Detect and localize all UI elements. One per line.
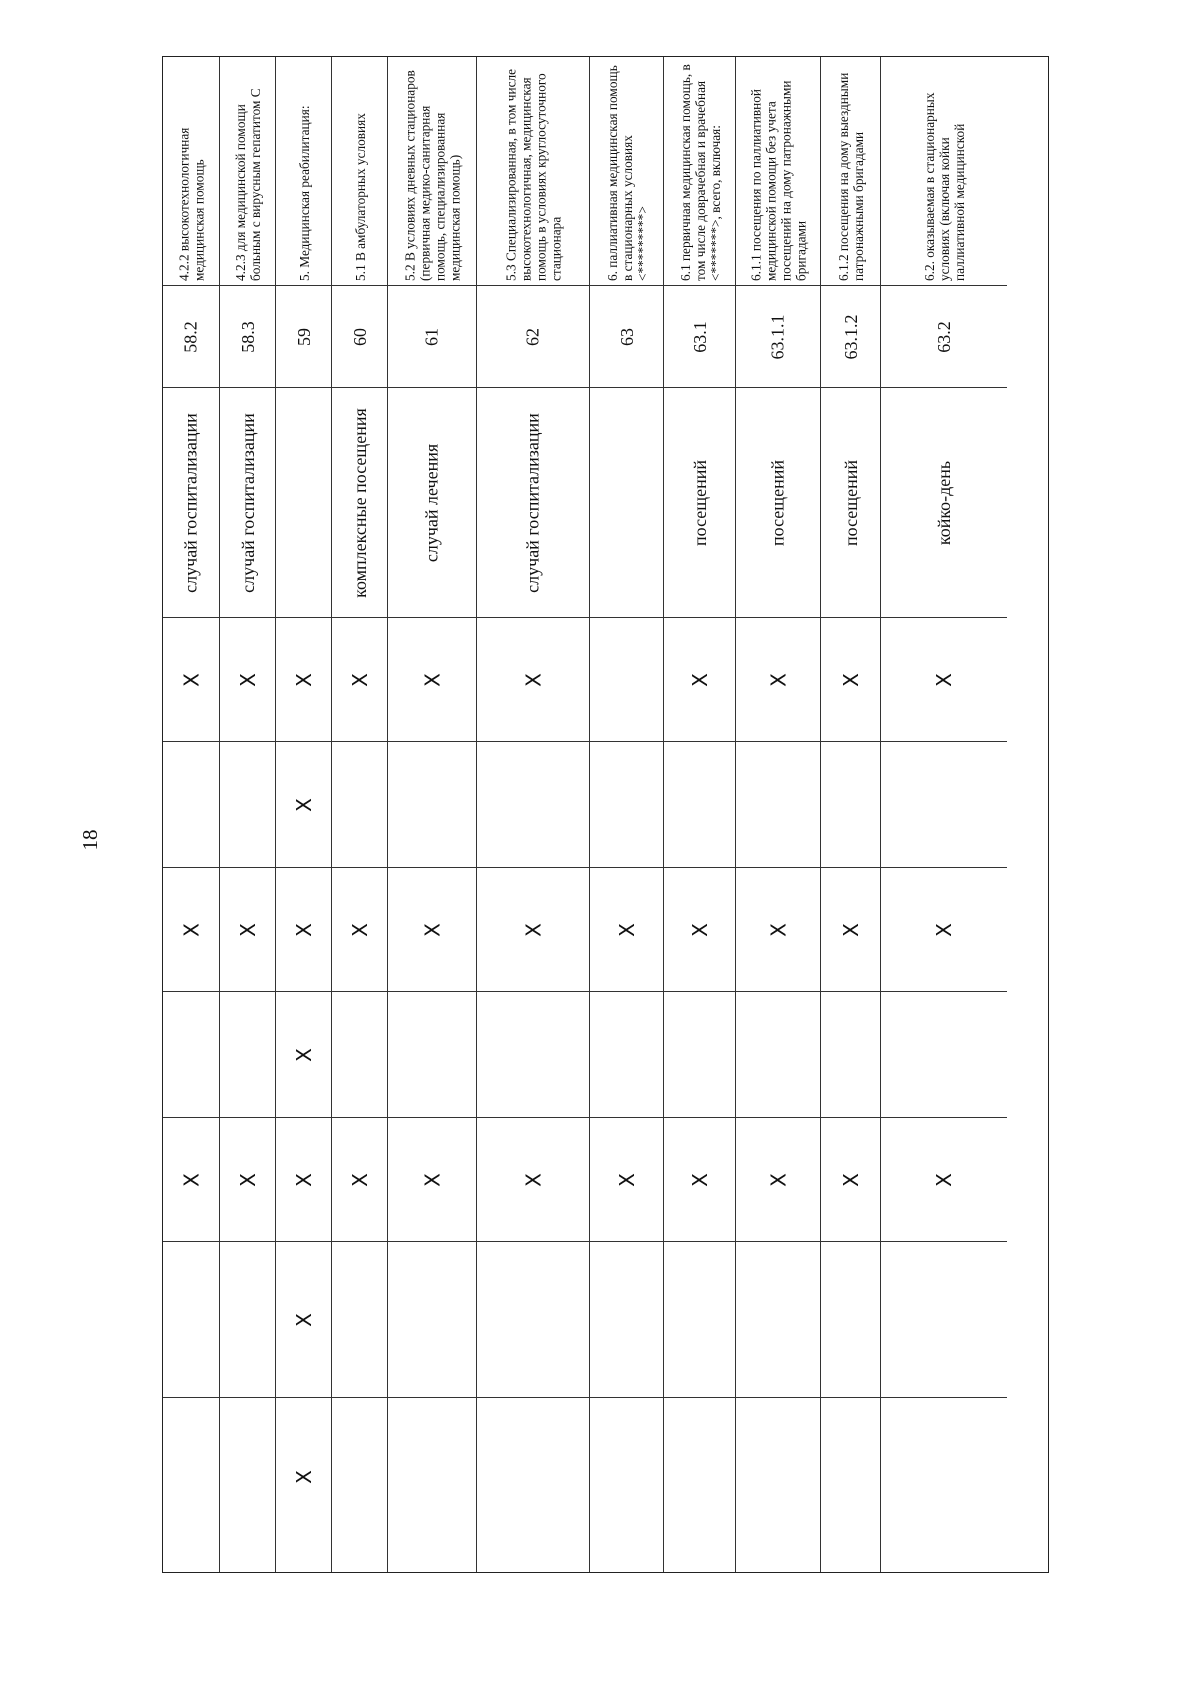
code-cell — [664, 285, 735, 387]
x-mark: X — [347, 672, 372, 687]
mark-cell — [163, 1117, 219, 1241]
unit-cell — [881, 387, 1007, 617]
unit-cell — [736, 387, 820, 617]
mark-cell — [163, 1397, 219, 1555]
mark-cell — [220, 867, 275, 991]
x-mark: X — [766, 672, 790, 687]
x-mark: X — [932, 1172, 956, 1187]
unit-label: койко-день — [933, 460, 954, 545]
mark-cell — [220, 617, 275, 741]
mark-cell — [388, 1397, 476, 1555]
mark-cell — [590, 1241, 663, 1397]
x-mark: X — [766, 922, 790, 937]
row-label: 5. Медицинская реабилитация: — [296, 105, 311, 281]
mark-cell — [881, 741, 1007, 867]
mark-cell — [477, 741, 589, 867]
mark-cell — [220, 991, 275, 1117]
mark-cell — [332, 1397, 387, 1555]
mark-cell — [664, 991, 735, 1117]
mark-cell — [736, 1117, 820, 1241]
x-mark: X — [838, 1172, 863, 1187]
label-cell — [276, 57, 331, 285]
x-mark: X — [291, 797, 316, 812]
mark-cell — [736, 1397, 820, 1555]
row-code: 63 — [616, 327, 636, 346]
mark-cell — [332, 741, 387, 867]
mark-cell — [821, 741, 880, 867]
row-code: 58.3 — [237, 320, 257, 353]
label-cell — [664, 57, 735, 285]
code-cell — [881, 285, 1007, 387]
mark-cell — [590, 617, 663, 741]
unit-label: посещений — [689, 459, 709, 546]
label-cell — [736, 57, 820, 285]
x-mark: X — [687, 672, 712, 687]
row-code: 63.1.2 — [840, 314, 860, 359]
row-label: 6.1.2 посещения на дому выездными патронажными бригадами — [835, 72, 866, 281]
x-mark: X — [932, 922, 956, 937]
x-mark: X — [838, 672, 863, 687]
mark-cell — [821, 1397, 880, 1555]
code-cell — [821, 285, 880, 387]
table-row — [477, 57, 590, 1572]
mark-cell — [477, 867, 589, 991]
mark-cell — [332, 1117, 387, 1241]
mark-cell — [590, 1117, 663, 1241]
mark-cell — [664, 617, 735, 741]
unit-cell — [821, 387, 880, 617]
x-mark: X — [291, 922, 316, 937]
unit-cell — [664, 387, 735, 617]
mark-cell — [881, 1117, 1007, 1241]
mark-cell — [276, 1397, 331, 1555]
unit-label: посещений — [767, 459, 788, 546]
mark-cell — [477, 1241, 589, 1397]
row-code: 62 — [522, 327, 543, 346]
unit-cell — [477, 387, 589, 617]
mark-cell — [821, 1117, 880, 1241]
code-cell — [736, 285, 820, 387]
mark-cell — [163, 867, 219, 991]
code-cell — [477, 285, 589, 387]
row-label: 4.2.2 высокотехнологичная медицинская помощь — [176, 127, 206, 281]
code-cell — [388, 285, 476, 387]
label-cell — [881, 57, 1007, 285]
unit-cell — [388, 387, 476, 617]
row-label: 6. паллиативная медицинская помощь в стационарных условиях <*********> — [604, 65, 649, 281]
unit-cell — [163, 387, 219, 617]
mark-cell — [163, 1241, 219, 1397]
mark-cell — [821, 1241, 880, 1397]
mark-cell — [332, 1241, 387, 1397]
unit-label: случай госпитализации — [180, 412, 201, 593]
unit-cell — [276, 387, 331, 617]
x-mark: X — [179, 672, 203, 687]
x-mark: X — [235, 1172, 260, 1187]
mark-cell — [388, 741, 476, 867]
x-mark: X — [420, 922, 444, 937]
table-row — [881, 57, 1007, 1572]
mark-cell — [590, 867, 663, 991]
x-mark: X — [687, 1172, 712, 1187]
row-code: 63.1 — [689, 320, 709, 353]
x-mark: X — [521, 1172, 545, 1187]
x-mark: X — [347, 1172, 372, 1187]
mark-cell — [332, 991, 387, 1117]
unit-cell — [220, 387, 275, 617]
mark-cell — [477, 1397, 589, 1555]
row-label: 4.2.3 для медицинской помощи больным с вирусным гепатитом С — [232, 88, 263, 281]
row-code: 60 — [349, 327, 369, 346]
x-mark: X — [521, 672, 545, 687]
mark-cell — [276, 991, 331, 1117]
x-mark: X — [420, 672, 444, 687]
mark-cell — [590, 741, 663, 867]
x-mark: X — [291, 1312, 316, 1327]
table-row — [163, 57, 220, 1572]
mark-cell — [881, 991, 1007, 1117]
label-cell — [477, 57, 589, 285]
mark-cell — [220, 1117, 275, 1241]
mark-cell — [276, 1241, 331, 1397]
code-cell — [163, 285, 219, 387]
table-row — [736, 57, 821, 1572]
x-mark: X — [179, 1172, 203, 1187]
mark-cell — [736, 617, 820, 741]
mark-cell — [276, 617, 331, 741]
table-row — [821, 57, 881, 1572]
mark-cell — [590, 991, 663, 1117]
x-mark: X — [687, 922, 712, 937]
mark-cell — [736, 741, 820, 867]
mark-cell — [388, 1117, 476, 1241]
row-label: 6.1.1 посещения по паллиативной медицинской помощи без учета посещений на дому патронажными бригадами — [748, 80, 808, 281]
unit-label: посещений — [840, 459, 860, 546]
mark-cell — [664, 867, 735, 991]
mark-cell — [881, 617, 1007, 741]
unit-label: комплексные посещения — [349, 407, 369, 598]
label-cell — [821, 57, 880, 285]
table-row — [332, 57, 388, 1572]
unit-label: случай госпитализации — [522, 412, 543, 593]
x-mark: X — [291, 1172, 316, 1187]
mark-cell — [163, 991, 219, 1117]
x-mark: X — [766, 1172, 790, 1187]
page-number: 18 — [77, 829, 102, 851]
mark-cell — [821, 617, 880, 741]
mark-cell — [388, 1241, 476, 1397]
x-mark: X — [838, 922, 863, 937]
x-mark: X — [521, 922, 545, 937]
mark-cell — [664, 1117, 735, 1241]
mark-cell — [664, 1397, 735, 1555]
mark-cell — [163, 617, 219, 741]
mark-cell — [736, 991, 820, 1117]
x-mark: X — [614, 1172, 639, 1187]
row-label: 6.1 первичная медицинская помощь, в том числе доврачебная и врачебная <*******>, всего, включая: — [677, 64, 722, 281]
unit-cell — [590, 387, 663, 617]
mark-cell — [276, 1117, 331, 1241]
mark-cell — [220, 741, 275, 867]
mark-cell — [881, 867, 1007, 991]
mark-cell — [664, 741, 735, 867]
mark-cell — [477, 1117, 589, 1241]
row-label: 5.3 Специализированная, в том числе высокотехнологичная, медицинская помощь в условиях круглосуточного стационара — [503, 68, 563, 281]
code-cell — [220, 285, 275, 387]
mark-cell — [332, 617, 387, 741]
unit-cell — [332, 387, 387, 617]
row-label: 5.1 В амбулаторных условиях — [352, 113, 367, 281]
row-code: 63.1.1 — [767, 314, 788, 359]
mark-cell — [276, 741, 331, 867]
table-row — [388, 57, 477, 1572]
mark-cell — [332, 867, 387, 991]
mark-cell — [590, 1397, 663, 1555]
row-label: 6.2. оказываемая в стационарных условиях (включая койки паллиативной медицинской — [921, 92, 967, 281]
x-mark: X — [291, 1047, 316, 1062]
row-label: 5.2 В условиях дневных стационаров (первичная медико-санитарная помощь, специализированная медицинская помощь) — [402, 70, 462, 281]
code-cell — [276, 285, 331, 387]
label-cell — [590, 57, 663, 285]
row-code: 63.2 — [933, 320, 954, 353]
mark-cell — [220, 1397, 275, 1555]
mark-cell — [477, 617, 589, 741]
mark-cell — [163, 741, 219, 867]
x-mark: X — [235, 922, 260, 937]
label-cell — [388, 57, 476, 285]
label-cell — [220, 57, 275, 285]
table-row — [664, 57, 736, 1572]
mark-cell — [220, 1241, 275, 1397]
mark-cell — [881, 1397, 1007, 1555]
code-cell — [332, 285, 387, 387]
mark-cell — [736, 867, 820, 991]
data-table — [162, 56, 1049, 1573]
row-code: 59 — [293, 327, 313, 346]
x-mark: X — [347, 922, 372, 937]
mark-cell — [276, 867, 331, 991]
x-mark: X — [235, 672, 260, 687]
row-code: 61 — [421, 327, 442, 346]
mark-cell — [664, 1241, 735, 1397]
table-row — [590, 57, 664, 1572]
x-mark: X — [291, 1469, 316, 1484]
x-mark: X — [420, 1172, 444, 1187]
label-cell — [163, 57, 219, 285]
table-row — [276, 57, 332, 1572]
mark-cell — [821, 867, 880, 991]
row-code: 58.2 — [180, 320, 201, 353]
mark-cell — [388, 991, 476, 1117]
mark-cell — [736, 1241, 820, 1397]
mark-cell — [477, 991, 589, 1117]
mark-cell — [881, 1241, 1007, 1397]
mark-cell — [821, 991, 880, 1117]
x-mark: X — [932, 672, 956, 687]
code-cell — [590, 285, 663, 387]
label-cell — [332, 57, 387, 285]
x-mark: X — [291, 672, 316, 687]
unit-label: случай госпитализации — [237, 412, 257, 593]
mark-cell — [388, 617, 476, 741]
x-mark: X — [614, 922, 639, 937]
mark-cell — [388, 867, 476, 991]
table-row — [220, 57, 276, 1572]
x-mark: X — [179, 922, 203, 937]
unit-label: случай лечения — [421, 443, 442, 562]
